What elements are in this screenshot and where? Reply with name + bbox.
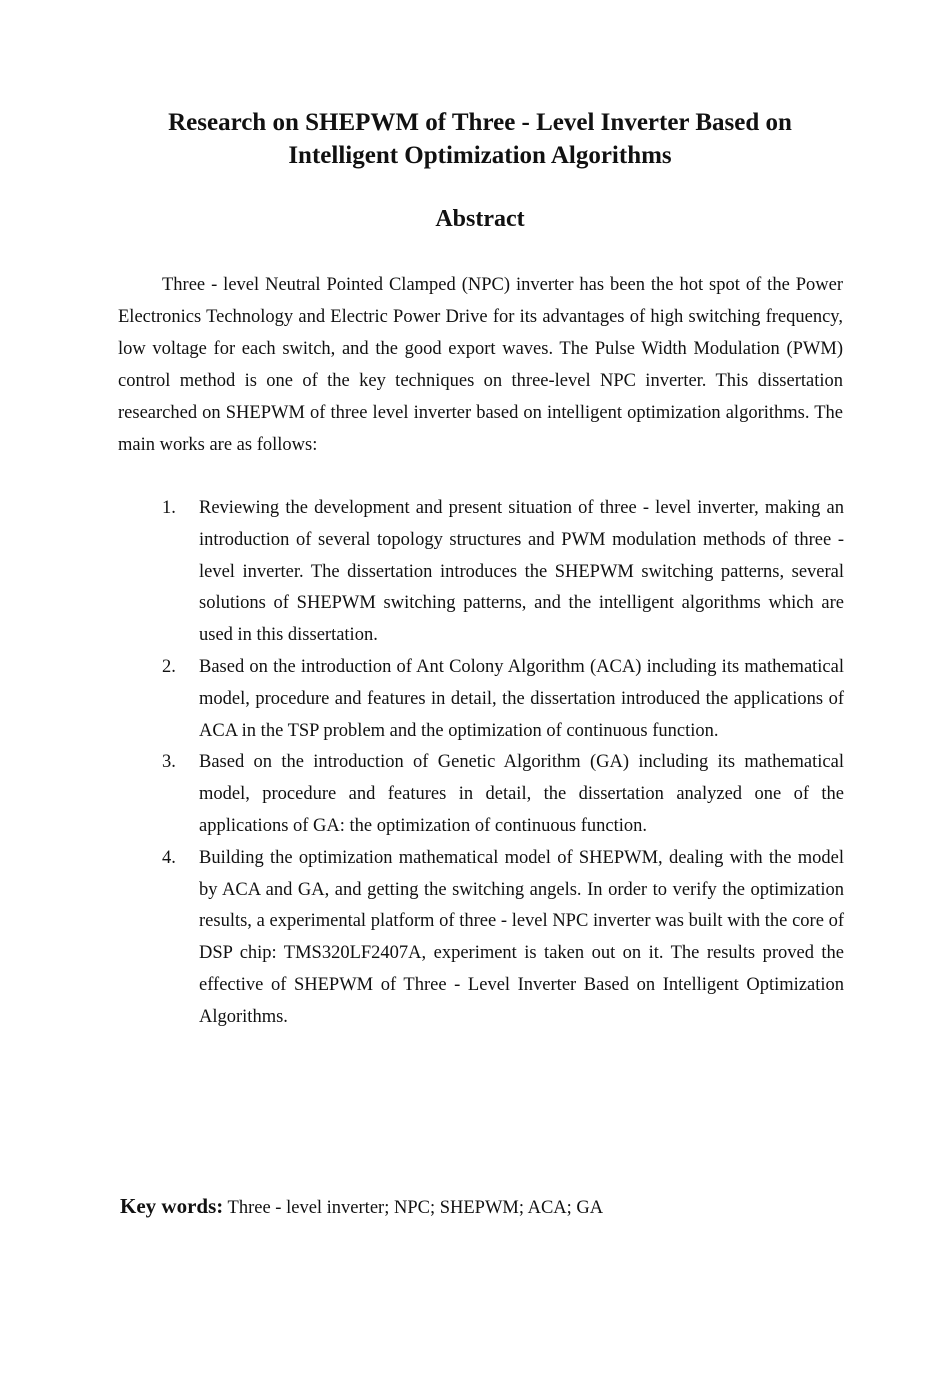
list-item-number: 4. bbox=[162, 847, 176, 868]
list-item-number: 1. bbox=[162, 498, 176, 518]
paper-title-line-2: Intelligent Optimization Algorithms bbox=[288, 142, 672, 169]
keywords-value: Three - level inverter; NPC; SHEPWM; ACA; GA bbox=[227, 1198, 604, 1218]
keywords-label: Key words: bbox=[120, 1194, 224, 1218]
list-item bbox=[162, 843, 844, 1034]
list-item bbox=[162, 493, 844, 652]
list-item-number: 2. bbox=[162, 656, 176, 677]
keywords-line bbox=[120, 1191, 880, 1223]
abstract-heading: Abstract bbox=[435, 206, 525, 232]
main-works-list bbox=[162, 493, 844, 1034]
paper-title-line-1: Research on SHEPWM of Three - Level Inverter Based on bbox=[168, 109, 792, 136]
paper-title bbox=[80, 106, 880, 172]
list-item-number: 3. bbox=[162, 752, 176, 773]
list-item-text: Building the optimization mathematical model of SHEPWM, dealing with the model by ACA and GA, and getting the switching angels. In order to verify the optimization results, a experimental platform of three - level NPC inverter was built with the core of DSP chip: TMS320LF2407A, experiment is taken out on it. The results proved the effective of SHEPWM of Three - Level Inverter Based on Intelligent Optimization Algorithms. bbox=[199, 847, 844, 1027]
list-item-text: Reviewing the development and present situation of three - level inverter, making an introduction of several topology structures and PWM modulation methods of three - level inverter. The dissertation introduces the SHEPWM switching patterns, several solutions of SHEPWM switching patterns, and the intelligent algorithms which are used in this dissertation. bbox=[199, 498, 844, 646]
list-item bbox=[162, 747, 844, 842]
intro-paragraph: Three - level Neutral Pointed Clamped (NPC) inverter has been the hot spot of the Power Electronics Technology and Electric Power Drive for its advantages of high switching frequency, low voltage for each switch, and the good export waves. The Pulse Width Modulation (PWM) control method is one of the key techniques on three-level NPC inverter. This dissertation researched on SHEPWM of three level inverter based on intelligent optimization algorithms. The main works are as follows: bbox=[118, 275, 843, 455]
list-item-text: Based on the introduction of Genetic Algorithm (GA) including its mathematical model, procedure and features in detail, the dissertation analyzed one of the applications of GA: the optimization of continuous function. bbox=[199, 752, 844, 836]
list-item bbox=[162, 652, 844, 747]
list-item-text: Based on the introduction of Ant Colony Algorithm (ACA) including its mathematical model, procedure and features in detail, the dissertation introduced the applications of ACA in the TSP problem and the optimization of continuous function. bbox=[199, 656, 844, 741]
